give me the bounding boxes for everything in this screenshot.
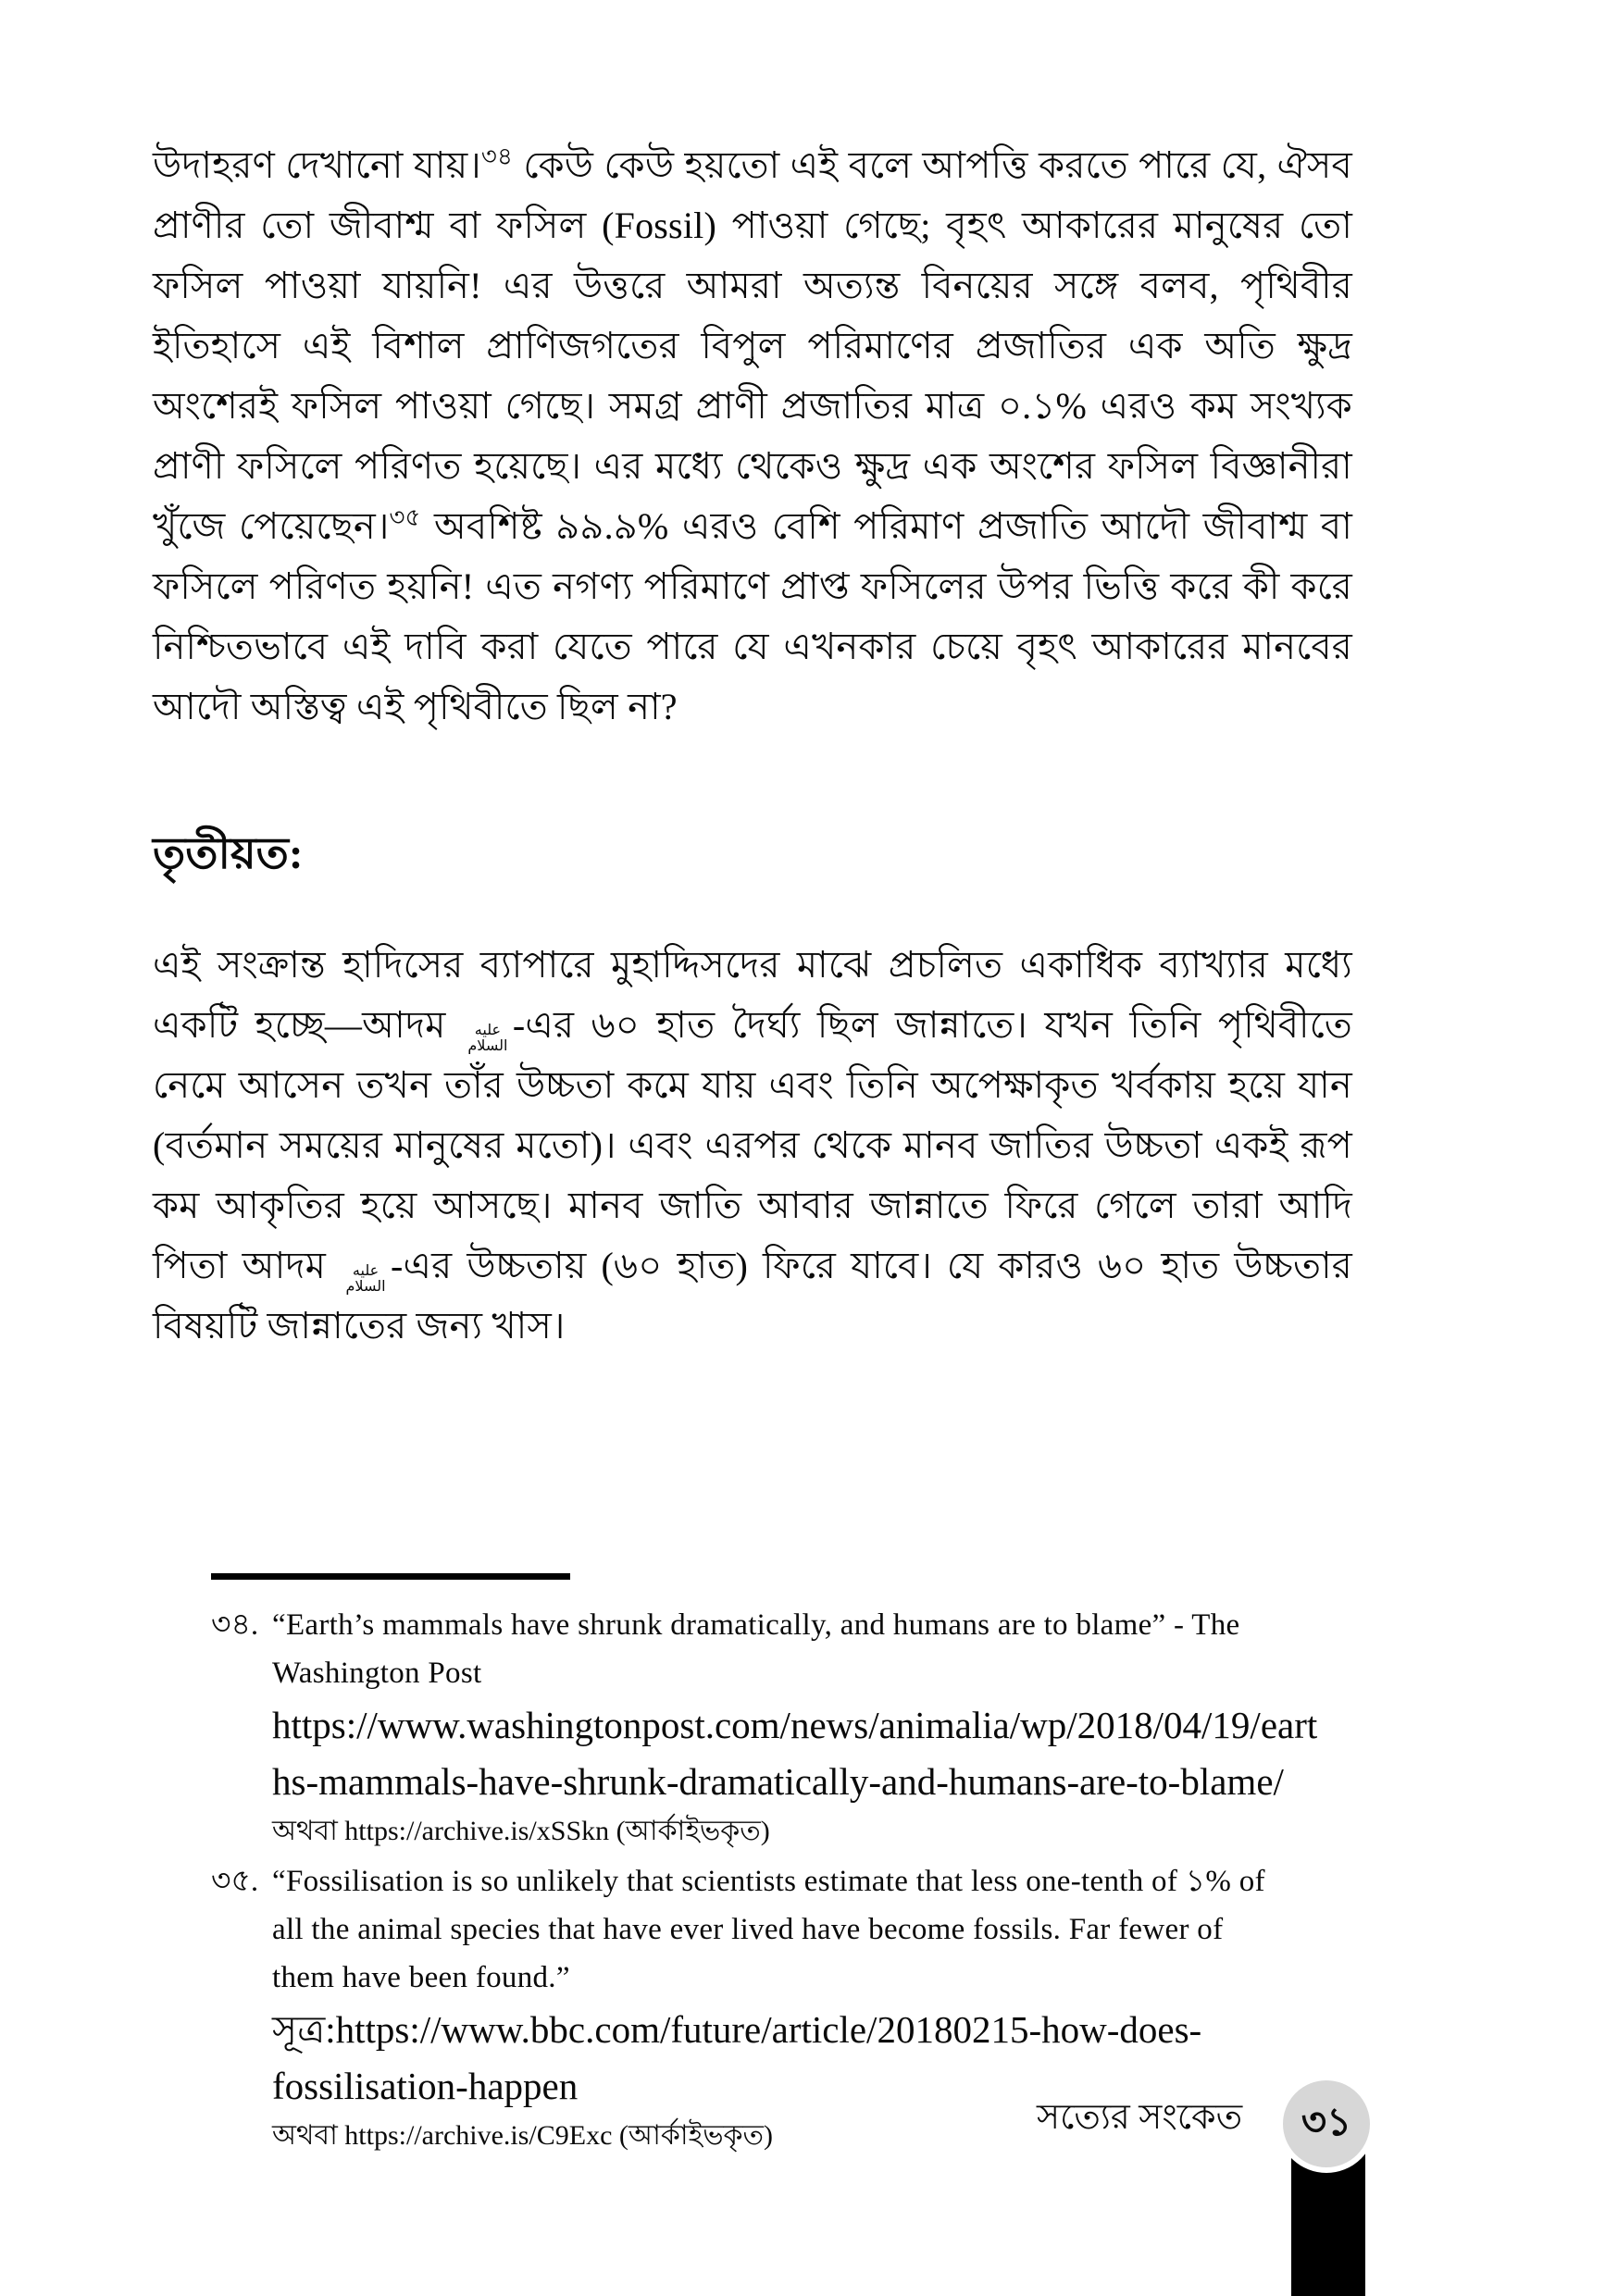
- footnote-reference: ৩৪: [480, 143, 514, 170]
- body-paragraph-2: এই সংক্রান্ত হাদিসের ব্যাপারে মুহাদ্দিসদের মাঝে প্রচলিত একাধিক ব্যাখ্যার মধ্যে একটি হচ্ছে—আদম عليه السلام -এর ৬০ হাত দৈর্ঘ্য ছিল জান্নাতে। যখন তিনি পৃথিবীতে নেমে আসেন তখন তাঁর উচ্চতা কমে যায় এবং তিনি অপেক্ষাকৃত খর্বকায় হয়ে যান (বর্তমান সময়ের মানুষের মতো)। এবং এরপর থেকে মানব জাতির উচ্চতা একই রূপ কম আকৃতির হয়ে আসছে। মানব জাতি আবার জান্নাতে ফিরে গেলে তারা আদি পিতা আদম عليه السلام -এর উচ্চতায় (৬০ হাত) ফিরে যাবে। যে কারও ৬০ হাত উচ্চতার বিষয়টি জান্নাতের জন্য খাস।: [153, 944, 1352, 1347]
- footnote-35-marker: ৩৫.: [211, 1865, 259, 1898]
- footer-book-title: সত্যের সংকেত: [1037, 2098, 1243, 2137]
- footnote-line: them have been found.”: [272, 1961, 570, 1994]
- footnote-line: “Earth’s mammals have shrunk dramatically, and humans are to blame” - The: [272, 1608, 1240, 1642]
- footnote-separator-rule: [211, 1573, 570, 1580]
- alayhis-salam-honorific: عليه السلام: [345, 1261, 386, 1295]
- footnote-34-marker: ৩৪.: [211, 1608, 259, 1642]
- footnote-url: fossilisation-happen: [272, 2065, 579, 2107]
- footnote-line: Washington Post: [272, 1657, 482, 1690]
- footnote-line: all the animal species that have ever lived have become fossils. Far fewer of: [272, 1913, 1224, 1946]
- footnote-reference: ৩৫: [389, 503, 421, 531]
- footnotes-section: [211, 1601, 1359, 2156]
- footnote-url: https://www.washingtonpost.com/news/animalia/wp/2018/04/19/eart: [272, 1704, 1318, 1746]
- footnote-34: [211, 1601, 1359, 1852]
- footnote-34-body: [272, 1601, 1359, 1852]
- footnote-archive-link: অথবা https://archive.is/xSSkn (আর্কাইভকৃত): [272, 1816, 770, 1846]
- page-number-badge: [1277, 2075, 1375, 2173]
- page-number: ৩১: [1301, 2101, 1352, 2144]
- body-paragraph-1: উদাহরণ দেখানো যায়।$^{৩৪}$ কেউ কেউ হয়তো এই বলে আপত্তি করতে পারে যে, ঐসব প্রাণীর তো জীবাশ্ম বা ফসিল (Fossil) পাওয়া গেছে; বৃহৎ আকারের মানুষের তো ফসিল পাওয়া যায়নি! এর উত্তরে আমরা অত্যন্ত বিনয়ের সঙ্গে বলব, পৃথিবীর ইতিহাসে এই বিশাল প্রাণিজগতের বিপুল পরিমাণের প্রজাতির এক অতি ক্ষুদ্র অংশেরই ফসিল পাওয়া গেছে। সমগ্র প্রাণী প্রজাতির মাত্র ০.১% এরও কম সংখ্যক প্রাণী ফসিলে পরিণত হয়েছে। এর মধ্যে থেকেও ক্ষুদ্র এক অংশের ফসিল বিজ্ঞানীরা খুঁজে পেয়েছেন।$^{৩৫}$ অবশিষ্ট ৯৯.৯% এরও বেশি পরিমাণ প্রজাতি আদৌ জীবাশ্ম বা ফসিলে পরিণত হয়নি! এত নগণ্য পরিমাণে প্রাপ্ত ফসিলের উপর ভিত্তি করে কী করে নিশ্চিতভাবে এই দাবি করা যেতে পারে যে এখনকার চেয়ে বৃহৎ আকারের মানবের আদৌ অস্তিত্ব এই পৃথিবীতে ছিল না?: [153, 143, 1353, 727]
- footnote-url: সূত্র:https://www.bbc.com/future/article/20180215-how-does-: [272, 2008, 1202, 2051]
- footnote-line: “Fossilisation is so unlikely that scientists estimate that less one-tenth of ১% of: [272, 1865, 1265, 1898]
- section-heading: তৃতীয়ত:: [153, 830, 304, 878]
- footnote-url: hs-mammals-have-shrunk-dramatically-and-humans-are-to-blame/: [272, 1760, 1284, 1803]
- alayhis-salam-honorific: عليه السلام: [467, 1021, 508, 1054]
- footnote-archive-link: অথবা https://archive.is/C9Exc (আর্কাইভকৃত): [272, 2120, 774, 2151]
